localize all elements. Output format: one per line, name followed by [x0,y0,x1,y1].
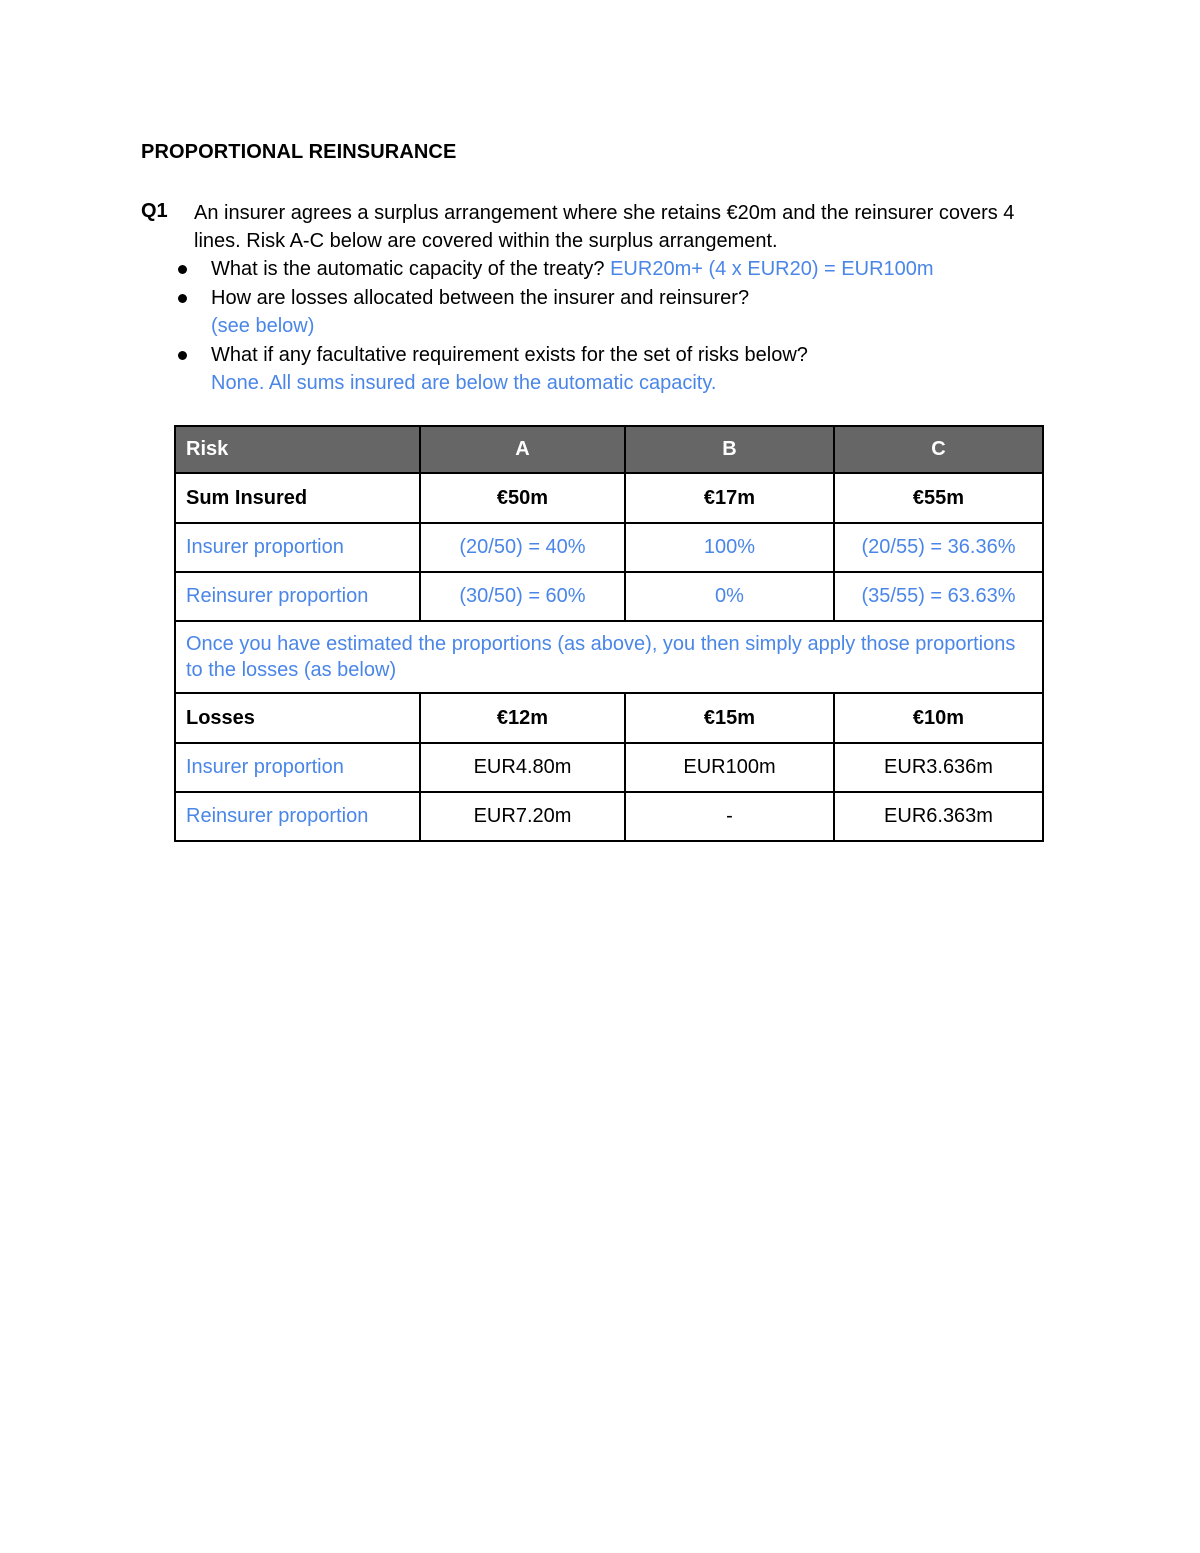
table-row-sum-insured [175,473,1043,523]
bullet-item [176,284,1036,341]
header-cell: Risk [175,426,420,473]
bullet-answer: (see below) [211,315,315,337]
bullet-answer: EUR20m+ (4 x EUR20) = EUR100m [610,258,934,280]
row-label: Insurer proportion [175,523,420,572]
bullet-question: What is the automatic capacity of the treaty? [211,258,605,280]
header-cell: B [625,426,834,473]
page-title: PROPORTIONAL REINSURANCE [141,141,457,163]
table-row-reinsurer-losses [175,792,1043,841]
header-cell: C [834,426,1043,473]
table-cell: €17m [625,473,834,523]
table-cell: EUR6.363m [834,792,1043,841]
table-cell: - [625,792,834,841]
table-row-insurer-losses [175,743,1043,792]
table-cell: EUR7.20m [420,792,625,841]
bullet-dot-icon [178,294,187,303]
risk-table [174,425,1044,842]
table-cell: EUR3.636m [834,743,1043,792]
table-cell: €10m [834,693,1043,743]
row-label: Reinsurer proportion [175,792,420,841]
table-note: Once you have estimated the proportions (as above), you then simply apply those proportions to the losses (as below) [175,621,1043,693]
row-label: Reinsurer proportion [175,572,420,621]
header-cell: A [420,426,625,473]
table-cell: €50m [420,473,625,523]
table-cell: EUR100m [625,743,834,792]
table-row-insurer-proportion [175,523,1043,572]
bullet-question: What if any facultative requirement exists for the set of risks below? [211,343,808,366]
table-cell: (35/55) = 63.63% [834,572,1043,621]
table-cell: 0% [625,572,834,621]
table-cell: €55m [834,473,1043,523]
bullet-question: How are losses allocated between the insurer and reinsurer? [211,286,750,309]
table-cell: (30/50) = 60% [420,572,625,621]
bullet-item [176,255,1036,284]
table-row-reinsurer-proportion [175,572,1043,621]
row-label: Insurer proportion [175,743,420,792]
bullet-dot-icon [178,351,187,360]
table-row-note [175,621,1043,693]
row-label: Sum Insured [175,473,420,523]
table-cell: (20/50) = 40% [420,523,625,572]
table-cell: EUR4.80m [420,743,625,792]
table-cell: €15m [625,693,834,743]
bullet-answer: None. All sums insured are below the automatic capacity. [211,372,717,394]
bullet-item [176,341,1036,398]
table-row-losses [175,693,1043,743]
table-header-row [175,426,1043,473]
table-cell: €12m [420,693,625,743]
question-bullets [176,255,1036,398]
table-cell: 100% [625,523,834,572]
bullet-dot-icon [178,265,187,274]
question-label: Q1 [141,200,168,222]
row-label: Losses [175,693,420,743]
question-text: An insurer agrees a surplus arrangement where she retains €20m and the reinsurer covers 4 lines. Risk A-C below are covered within the surplus arrangement. [194,202,1015,252]
table-cell: (20/55) = 36.36% [834,523,1043,572]
